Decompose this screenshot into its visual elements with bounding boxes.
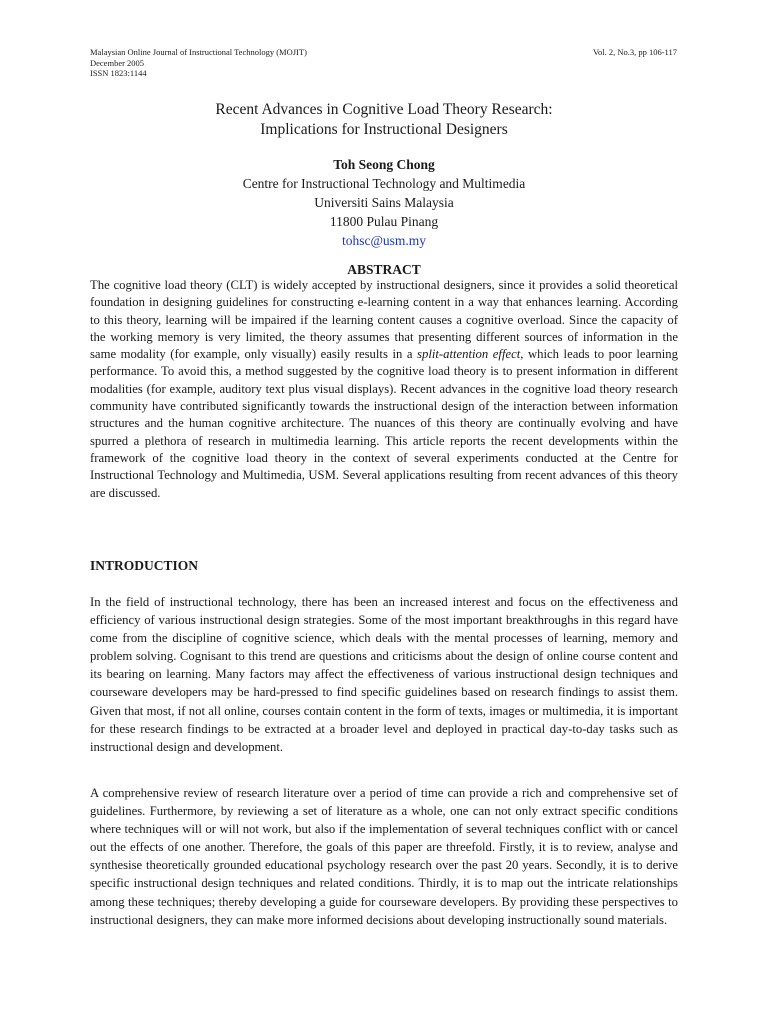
introduction-heading: INTRODUCTION [90,558,199,573]
running-header [90,47,307,79]
paper-title [90,100,678,140]
title-line-1: Recent Advances in Cognitive Load Theory Research: [215,101,553,118]
volume-info: Vol. 2, No.3, pp 106-117 [592,47,677,57]
journal-name: Malaysian Online Journal of Instructional Technology (MOJIT) [90,47,307,57]
abstract-emphasis: split-attention effect [417,347,521,362]
issue-date: December 2005 [90,57,145,68]
abstract-text-part-1: The cognitive load theory (CLT) is widely accepted by instructional designers, since it provides a solid theoretical foundation in designing guidelines for constructing e-learning content in a way that enhances learning. According to this theory, learning will be impaired if the learning content causes a cognitive overload. Since the capacity of the working memory is very limited, the theory assumes that presenting different sources of information in the same modality (for example, only visually) easily results in a [90,278,678,362]
abstract-text [90,277,678,502]
author-email-link[interactable]: tohsc@usm.my [341,233,427,248]
title-line-2: Implications for Instructional Designers [260,121,508,138]
author-affiliation: Centre for Instructional Technology and Multimedia [242,176,526,191]
author-name: Toh Seong Chong [333,157,435,172]
abstract-heading: ABSTRACT [347,262,421,277]
issn: ISSN 1823:1144 [90,68,147,78]
abstract-text-part-2: , which leads to poor learning performance. To avoid this, a method suggested by the cognitive load theory is to present information in different modalities (for example, auditory text plus visual displays). Recent advances in the cognitive load theory research community have contributed significantly towards the instructional design of the interaction between information structures and the human cognitive architecture. The nuances of this theory are continually evolving and have spurred a plethora of research in multimedia learning. This article reports the recent developments within the framework of the cognitive load theory in the context of several experiments conducted at the Centre for Instructional Technology and Multimedia, USM. Several applications resulting from recent advances of this theory are discussed. [90,347,678,500]
author-address: 11800 Pulau Pinang [329,214,439,229]
introduction-paragraph-1: In the field of instructional technology, there has been an increased interest and focus on the effectiveness and efficiency of various instructional design strategies. Some of the most important breakthroughs in this regard have come from the discipline of cognitive science, which deals with the mental processes of learning, memory and problem solving. Cognisant to this trend are questions and criticisms about the design of online course content and its bearing on learning. Many factors may affect the effectiveness of various instructional design techniques and courseware developers may be hard-pressed to find specific guidelines based on research findings to assist them. Given that most, if not all online, courses contain content in the form of texts, images or multimedia, it is important for these research findings to be extracted at a broader level and deployed in practical day-to-day tasks such as instructional design and development. [90,595,678,754]
author-block [90,155,678,250]
author-university: Universiti Sains Malaysia [314,195,454,210]
introduction-paragraph-2: A comprehensive review of research literature over a period of time can provide a rich and comprehensive set of guidelines. Furthermore, by reviewing a set of literature as a whole, one can not only extract specific conditions where techniques will or will not work, but also if the implementation of several techniques conflict with or cancel out the effects of one another. Therefore, the goals of this paper are threefold. Firstly, it is to review, analyse and synthesise theoretically grounded educational psychology research over the past 20 years. Secondly, it is to derive specific instructional design techniques and related conditions. Thirdly, it is to map out the intricate relationships among these techniques; thereby developing a guide for courseware developers. By providing these perspectives to instructional designers, they can make more informed decisions about developing instructionally sound materials. [90,786,678,927]
